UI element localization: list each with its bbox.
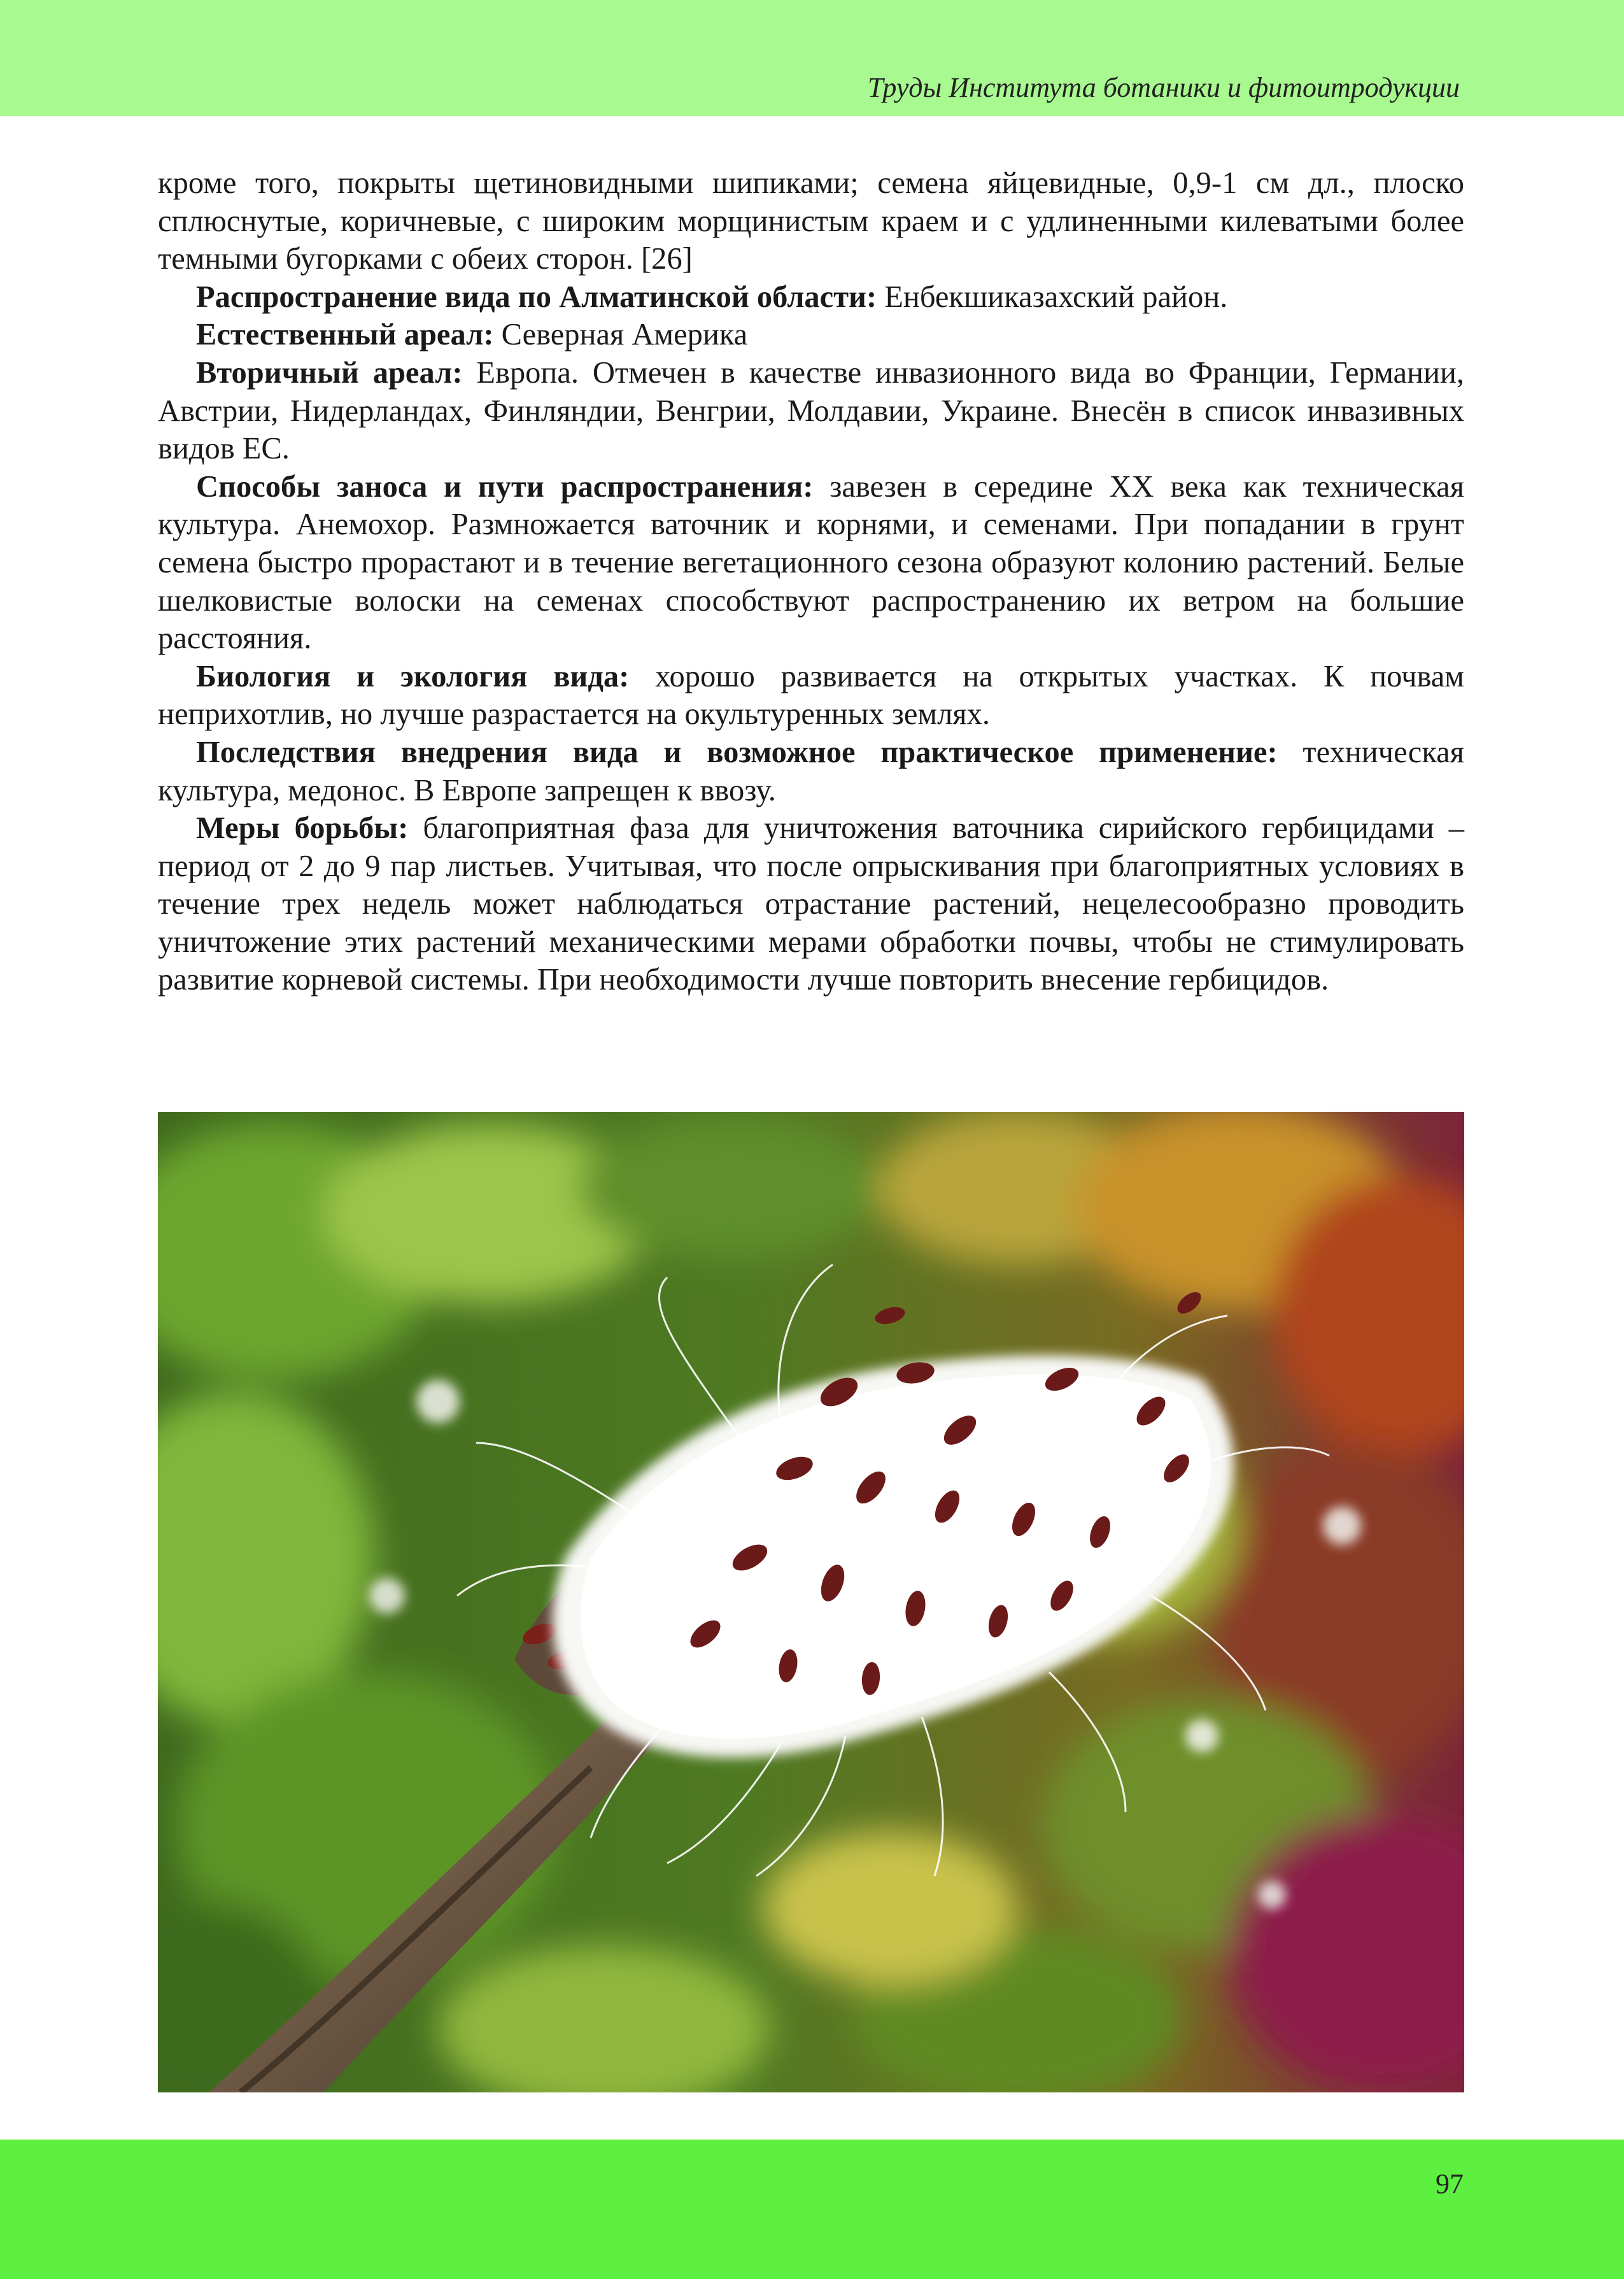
label-native-range: Естественный ареал:: [196, 318, 494, 352]
paragraph-distribution: [158, 278, 1464, 316]
text-control-measures: благоприятная фаза для уничтожения ваточника сирийского гербицидами – период от 2 до 9 пар листьев. Учитывая, что после опрыскивания при благоприятных условиях в течение трех недель может наблюдаться отрастание растений, нецелесообразно проводить уничтожение этих растений механическими мерами обработки почвы, чтобы не стимулировать развитие корневой системы. При необходимости лучше повторить внесение гербицидов.: [158, 811, 1464, 997]
text-introduction-pathways: завезен в середине XX века как техническая культура. Анемохор. Размножается ваточник и корнями, и семенами. При попадании в грунт семена быстро прорастают и в течение вегетационного сезона образуют колонию растений. Белые шелковистые волоски на семенах способствуют распространению их ветром на большие расстояния.: [158, 469, 1465, 656]
label-distribution: Распространение вида по Алматинской области:: [196, 280, 877, 314]
text-biology-ecology: хорошо развивается на открытых участках. К почвам неприхотлив, но лучше разрастается на окультуренных землях.: [158, 659, 1464, 732]
label-biology-ecology: Биология и экология вида:: [196, 659, 630, 693]
text-native-range: Северная Америка: [493, 318, 748, 352]
milkweed-seed-pod-photo: [158, 1112, 1464, 2092]
footer-band: [0, 2140, 1624, 2279]
page-number: 97: [1436, 2168, 1464, 2199]
journal-title: Труды Института ботаники и фитоитродукции: [868, 72, 1460, 103]
label-introduction-pathways: Способы заноса и пути распространения:: [196, 469, 814, 504]
paragraph-native-range: [158, 316, 1464, 354]
paragraph-introduction-pathways: [158, 468, 1464, 658]
paragraph-control-measures: [158, 809, 1464, 999]
label-control-measures: Меры борьбы:: [196, 811, 409, 846]
paragraph-consequences: [158, 734, 1464, 809]
article-body: [158, 164, 1464, 999]
paragraph-secondary-range: [158, 354, 1464, 468]
text-distribution: Енбекшиказахский район.: [877, 280, 1228, 314]
paragraph-seed-description: кроме того, покрыты щетиновидными шипиками; семена яйцевидные, 0,9-1 см дл., плоско сплюснутые, коричневые, с широким морщинистым краем и с удлиненными килеватыми более темными бугорками с обеих сторон. [26]: [158, 166, 1464, 276]
label-consequences: Последствия внедрения вида и возможное практическое применение:: [196, 735, 1278, 769]
label-secondary-range: Вторичный ареал:: [196, 355, 463, 390]
text-secondary-range: Европа. Отмечен в качестве инвазионного вида во Франции, Германии, Австрии, Нидерландах, Финляндии, Венгрии, Молдавии, Украине. Внесён в список инвазивных видов ЕС.: [158, 355, 1464, 466]
paragraph-biology-ecology: [158, 658, 1464, 734]
text-consequences: техническая культура, медонос. В Европе запрещен к ввозу.: [158, 735, 1464, 807]
